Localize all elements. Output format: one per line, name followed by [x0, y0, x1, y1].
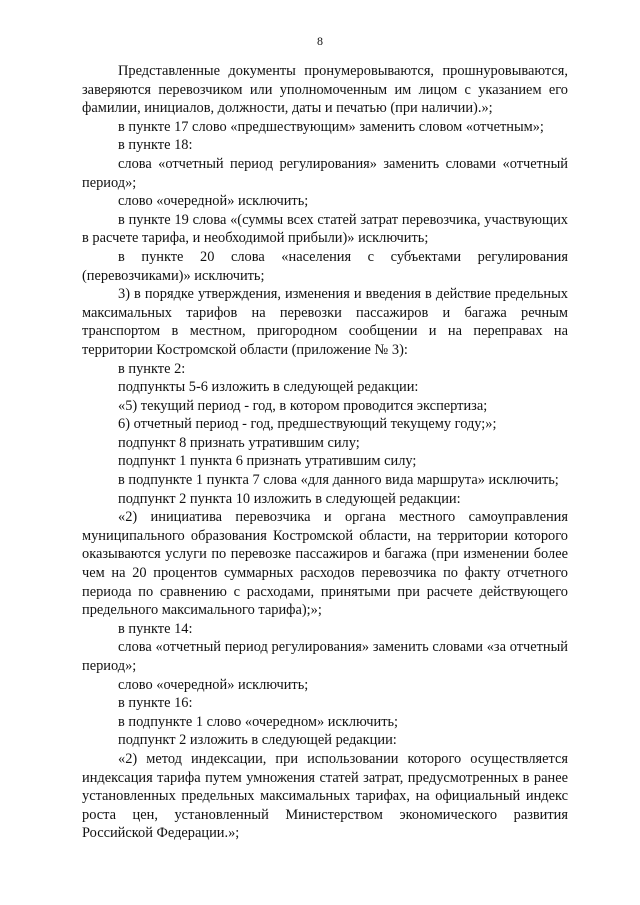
paragraph: подпункты 5-6 изложить в следующей редакции: — [118, 379, 419, 396]
paragraph: 6) отчетный период - год, предшествующий текущему году;»; — [118, 416, 497, 433]
paragraph: подпункт 1 пункта 6 признать утратившим силу; — [118, 453, 417, 470]
paragraph: в пункте 19 слова «(суммы всех статей затрат перевозчика, участвующих в расчете тарифа, и необходимой прибыли)» исключить; — [82, 211, 568, 247]
paragraph: подпункт 2 изложить в следующей редакции: — [118, 732, 397, 749]
paragraph: подпункт 2 пункта 10 изложить в следующей редакции: — [118, 490, 461, 507]
paragraph: «2) инициатива перевозчика и органа местного самоуправления муниципального образования Костромской области, на территории которого оказываются услуги по перевозке пассажиров и багажа (при изменении более чем на 20 процентов суммарных расходов перевозчика по факту отчетного периода по сравнению с расходами, принятыми при расчете действующего предельного максимального тарифа);»; — [82, 509, 568, 619]
paragraph: в подпункте 1 пункта 7 слова «для данного вида маршрута» исключить; — [118, 472, 559, 489]
paragraph: 3) в порядке утверждения, изменения и введения в действие предельных максимальных тарифов на перевозки пассажиров и багажа речным транспортом в местном, пригородном сообщении и на переправах на территории Костромской области (приложение № 3): — [82, 286, 568, 358]
paragraph: в пункте 2: — [118, 360, 186, 377]
paragraph: слово «очередной» исключить; — [118, 676, 309, 693]
paragraph: слова «отчетный период регулирования» заменить словами «за отчетный период»; — [82, 639, 568, 674]
paragraph: в пункте 20 слова «населения с субъектами регулирования (перевозчиками)» исключить; — [82, 248, 568, 284]
paragraph: в пункте 14: — [118, 620, 193, 637]
paragraph: Представленные документы пронумеровываются, прошнуровываются, заверяются перевозчиком или уполномоченным им лицом с указанием его фамилии, инициалов, должности, даты и печатью (при наличии).»; — [82, 63, 568, 117]
paragraph: слово «очередной» исключить; — [118, 193, 309, 210]
paragraph: в пункте 17 слово «предшествующим» заменить словом «отчетным»; — [118, 118, 544, 135]
document-body — [82, 62, 568, 843]
paragraph: слова «отчетный период регулирования» заменить словами «отчетный период»; — [82, 155, 568, 191]
paragraph: в пункте 16: — [118, 695, 193, 712]
page-number: 8 — [317, 34, 323, 48]
paragraph: в подпункте 1 слово «очередном» исключить; — [118, 713, 399, 730]
paragraph: «5) текущий период - год, в котором проводится экспертиза; — [118, 397, 488, 414]
paragraph: подпункт 8 признать утратившим силу; — [118, 434, 360, 451]
paragraph: в пункте 18: — [118, 137, 193, 154]
paragraph: «2) метод индексации, при использовании которого осуществляется индексация тарифа путем умножения статей затрат, предусмотренных в ранее установленных предельных максимальных тарифах, на официальный индекс роста цен, установленный Министерством экономического развития Российской Федерации.»; — [82, 750, 568, 842]
